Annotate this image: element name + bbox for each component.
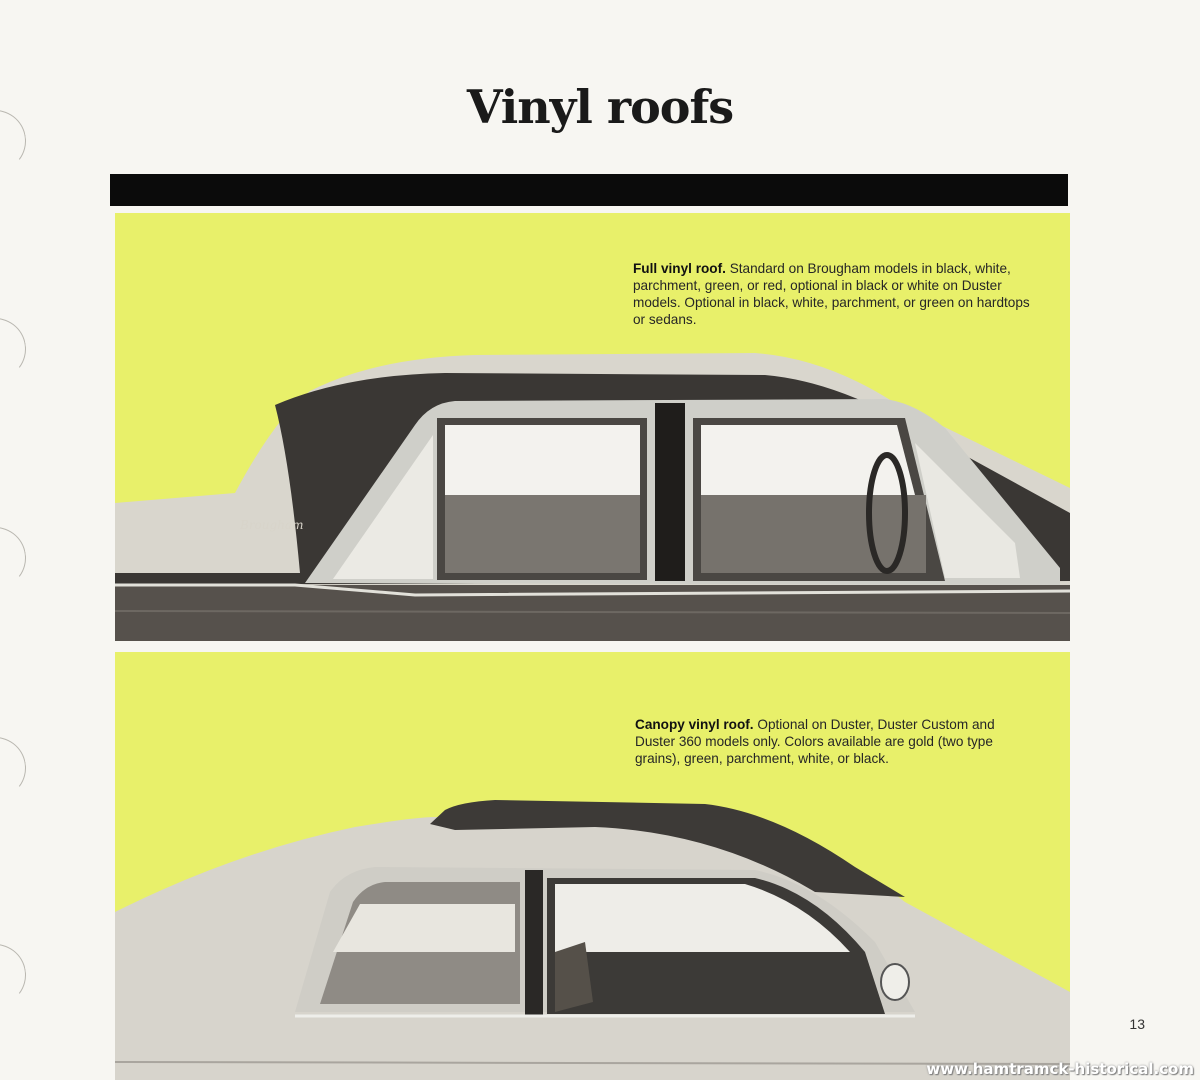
binder-hole [0,523,30,593]
canopy-vinyl-roof-caption [635,716,1035,767]
watermark: www.hamtramck-historical.com [926,1060,1194,1078]
caption-text: Optional on Duster, Duster Custom and Duster 360 models only. Colors available are gold (two type grains), green, parchment, white, or black. [635,716,995,766]
page-title: Vinyl roofs [466,80,734,134]
caption-text: Standard on Brougham models in black, white, parchment, green, or red, optional in black or white on Duster models. Optional in black, white, parchment, or green on hardtops or sedans. [633,260,1030,327]
full-vinyl-roof-panel [115,213,1070,641]
binder-hole [0,314,30,384]
full-vinyl-roof-caption [633,260,1033,328]
header-band [110,174,1068,206]
caption-lead: Canopy vinyl roof. [635,716,754,732]
binder-hole [0,733,30,803]
binder-hole [0,940,30,1010]
page-number: 13 [1129,1016,1145,1032]
caption-lead: Full vinyl roof. [633,260,726,276]
brougham-badge: Brougham [240,518,304,532]
canopy-vinyl-roof-panel [115,652,1070,1080]
